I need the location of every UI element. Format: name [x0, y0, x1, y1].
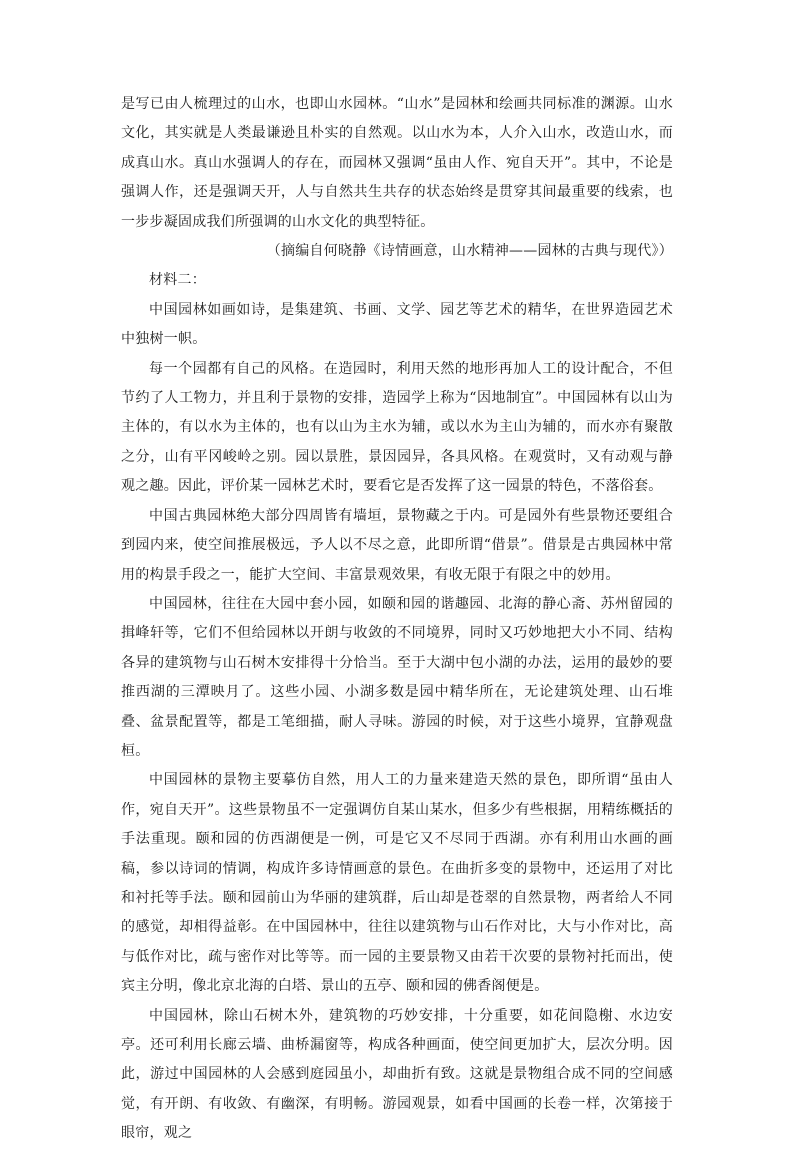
- paragraph-continuation: 是写已由人梳理过的山水，也即山水园林。“山水”是园林和绘画共同标准的渊源。山水文化，其实就是人类最谦逊且朴实的自然观。以山水为本，人介入山水，改造山水，而成真山水。真山水强调人的存在，而园林又强调“虽由人作、宛自天开”。其中，不论是强调人作，还是强调天开，人与自然共生共存的状态始终是贯穿其间最重要的线索，也一步步凝固成我们所强调的山水文化的典型特征。: [121, 96, 673, 230]
- paragraph: 中国园林，除山石树木外，建筑物的巧妙安排，十分重要，如花间隐榭、水边安亭。还可利用长廊云墙、曲桥漏窗等，构成各种画面，使空间更加扩大，层次分明。因此，游过中国园林的人会感到庭园虽小，却曲折有致。这就是景物组合成不同的空间感觉，有开朗、有收敛、有幽深，有明畅。游园观景，如看中国画的长卷一样，次第接于眼帘，观之: [121, 1007, 673, 1142]
- paragraph: 中国园林如画如诗，是集建筑、书画、文学、园艺等艺术的精华，在世界造园艺术中独树一帜。: [121, 301, 673, 348]
- section-heading-material-two: 材料二：: [149, 272, 206, 289]
- paragraph: 中国古典园林绝大部分四周皆有墙垣，景物藏之于内。可是园外有些景物还要组合到园内来，使空间推展极远，予人以不尽之意，此即所谓“借景”。借景是古典园林中常用的构景手段之一，能扩大空间、丰富景观效果，有收无限于有限之中的妙用。: [121, 507, 673, 583]
- source-citation: （摘编自何晓静《诗情画意，山水精神——园林的古典与现代》）: [266, 243, 673, 260]
- paragraph: 中国园林的景物主要摹仿自然，用人工的力量来建造天然的景色，即所谓“虽由人作，宛自天开”。这些景物虽不一定强调仿自某山某水，但多少有些根据，用精练概括的手法重现。颐和园的仿西湖便是一例，可是它又不尽同于西湖。亦有利用山水画的画稿，参以诗词的情调，构成许多诗情画意的景色。在曲折多变的景物中，还运用了对比和衬托等手法。颐和园前山为华丽的建筑群，后山却是苍翠的自然景物，两者给人不同的感觉，却相得益彰。在中国园林中，往往以建筑物与山石作对比，大与小作对比，高与低作对比，疏与密作对比等等。而一园的主要景物又由若干次要的景物衬托而出，使宾主分明，像北京北海的白塔、景山的五亭、颐和园的佛香阁便是。: [121, 772, 673, 995]
- paragraph: 每一个园都有自己的风格。在造园时，利用天然的地形再加人工的设计配合，不但节约了人工物力，并且利于景物的安排，造园学上称为“因地制宜”。中国园林有以山为主体的，有以水为主体的，也有以山为主水为辅，或以水为主山为辅的，而水亦有聚散之分，山有平冈峻岭之别。园以景胜，景因园异，各具风格。在观赏时，又有动观与静观之趣。因此，评价某一园林艺术时，要看它是否发挥了这一园景的特色，不落俗套。: [121, 360, 673, 495]
- document-body: [121, 90, 673, 1149]
- paragraph: 中国园林，往往在大园中套小园，如颐和园的谐趣园、北海的静心斋、苏州留园的揖峰轩等，它们不但给园林以开朗与收敛的不同境界，同时又巧妙地把大小不同、结构各异的建筑物与山石树木安排得十分恰当。至于大湖中包小湖的办法，运用的最妙的要推西湖的三潭映月了。这些小园、小湖多数是园中精华所在，无论建筑处理、山石堆叠、盆景配置等，都是工笔细描，耐人寻味。游园的时候，对于这些小境界，宜静观盘桓。: [121, 595, 673, 759]
